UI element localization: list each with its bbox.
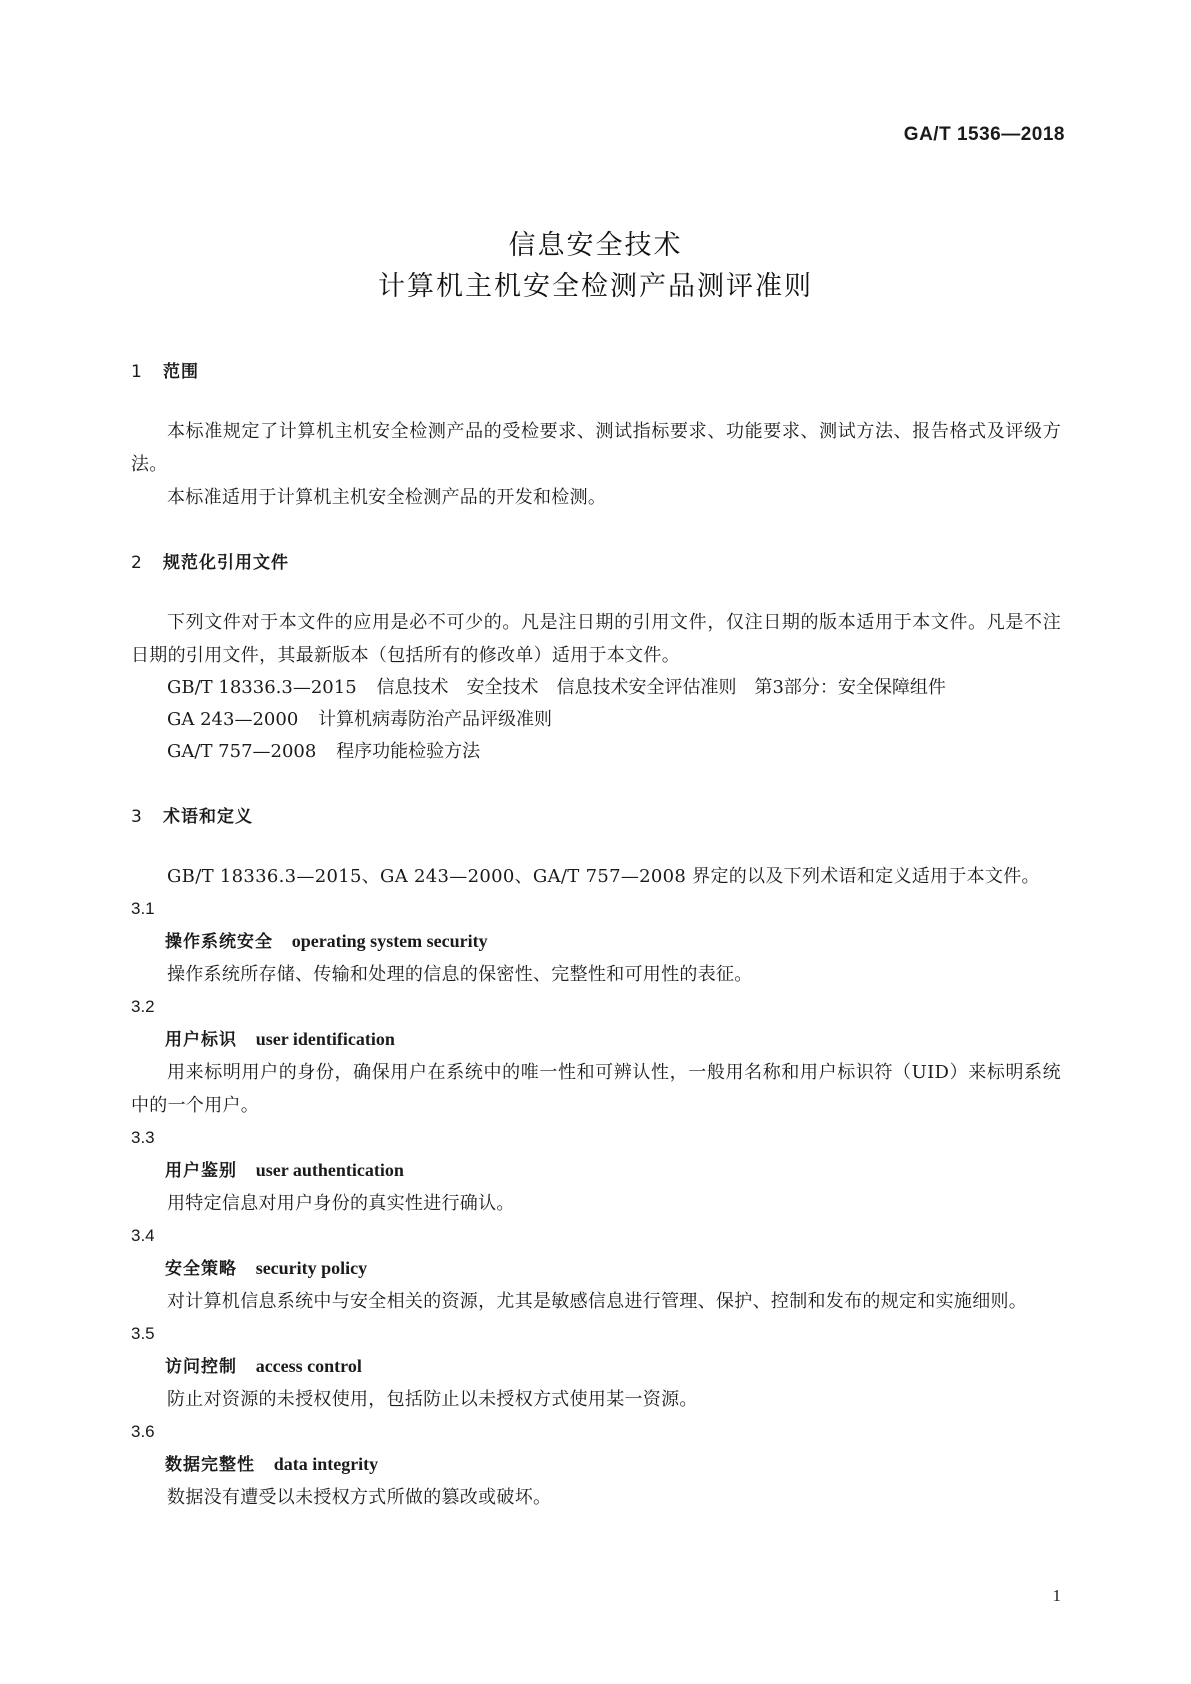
term-zh: 数据完整性 xyxy=(165,1455,255,1475)
reference-title: 程序功能检验方法 xyxy=(336,741,481,762)
term-number: 3.5 xyxy=(131,1324,155,1343)
term-heading xyxy=(131,1023,1061,1056)
term-zh: 操作系统安全 xyxy=(165,932,273,952)
section-heading-1 xyxy=(131,357,1061,387)
reference-item xyxy=(131,736,1061,768)
term-heading xyxy=(131,1350,1061,1383)
document-title xyxy=(0,225,1191,307)
section-number: 3 xyxy=(131,807,143,827)
reference-title: 计算机病毒防治产品评级准则 xyxy=(318,709,553,730)
term-definition: 用来标明用户的身份，确保用户在系统中的唯一性和可辨认性，一般用名称和用户标识符（UID）来标明系统中的一个用户。 xyxy=(131,1062,1061,1116)
reference-item xyxy=(131,672,1061,704)
term-definition: 用特定信息对用户身份的真实性进行确认。 xyxy=(167,1193,515,1214)
reference-code: GA/T 757—2008 xyxy=(167,741,317,762)
term-zh: 安全策略 xyxy=(165,1259,237,1279)
section-number: 2 xyxy=(131,553,143,573)
term-definition: 数据没有遭受以未授权方式所做的篡改或破坏。 xyxy=(167,1487,552,1508)
paragraph: 本标准适用于计算机主机安全检测产品的开发和检测。 xyxy=(167,487,607,508)
section-heading-2 xyxy=(131,548,1061,578)
page-number: 1 xyxy=(1052,1586,1061,1605)
term-heading xyxy=(131,1252,1061,1285)
term-definition: 对计算机信息系统中与安全相关的资源，尤其是敏感信息进行管理、保护、控制和发布的规定和实施细则。 xyxy=(167,1291,1028,1312)
term-definition: 防止对资源的未授权使用，包括防止以未授权方式使用某一资源。 xyxy=(167,1389,698,1410)
reference-code: GB/T 18336.3—2015 xyxy=(167,677,357,698)
term-number: 3.4 xyxy=(131,1226,155,1245)
standard-number: GA/T 1536—2018 xyxy=(903,124,1065,145)
term-en: user identification xyxy=(255,1029,395,1049)
term-heading xyxy=(131,1448,1061,1481)
term-heading xyxy=(131,1154,1061,1187)
term-zh: 访问控制 xyxy=(165,1357,237,1377)
section-heading-3 xyxy=(131,802,1061,832)
title-line-1: 信息安全技术 xyxy=(508,230,683,261)
term-zh: 用户标识 xyxy=(165,1030,237,1050)
term-en: user authentication xyxy=(255,1160,404,1180)
section-title: 规范化引用文件 xyxy=(163,553,289,573)
paragraph: 下列文件对于本文件的应用是必不可少的。凡是注日期的引用文件，仅注日期的版本适用于本文件。凡是不注日期的引用文件，其最新版本（包括所有的修改单）适用于本文件。 xyxy=(131,612,1061,666)
term-heading xyxy=(131,925,1061,958)
term-number: 3.2 xyxy=(131,997,155,1016)
section-title: 术语和定义 xyxy=(163,807,253,827)
term-number: 3.3 xyxy=(131,1128,155,1147)
paragraph: GB/T 18336.3—2015、GA 243—2000、GA/T 757—2008 界定的以及下列术语和定义适用于本文件。 xyxy=(167,866,1040,887)
reference-code: GA 243—2000 xyxy=(167,709,299,730)
term-en: operating system security xyxy=(291,931,488,951)
document-body xyxy=(131,357,1061,1514)
term-en: security policy xyxy=(255,1258,368,1278)
term-en: data integrity xyxy=(273,1454,379,1474)
title-line-2: 计算机主机安全检测产品测评准则 xyxy=(378,271,813,302)
term-number: 3.6 xyxy=(131,1422,155,1441)
term-zh: 用户鉴别 xyxy=(165,1161,237,1181)
reference-item xyxy=(131,704,1061,736)
term-number: 3.1 xyxy=(131,899,155,918)
term-definition: 操作系统所存储、传输和处理的信息的保密性、完整性和可用性的表征。 xyxy=(167,964,753,985)
section-number: 1 xyxy=(131,362,143,382)
paragraph: 本标准规定了计算机主机安全检测产品的受检要求、测试指标要求、功能要求、测试方法、报告格式及评级方法。 xyxy=(131,421,1061,475)
term-en: access control xyxy=(255,1356,362,1376)
reference-title: 信息技术 安全技术 信息技术安全评估准则 第3部分：安全保障组件 xyxy=(376,677,946,698)
section-title: 范围 xyxy=(163,362,199,382)
